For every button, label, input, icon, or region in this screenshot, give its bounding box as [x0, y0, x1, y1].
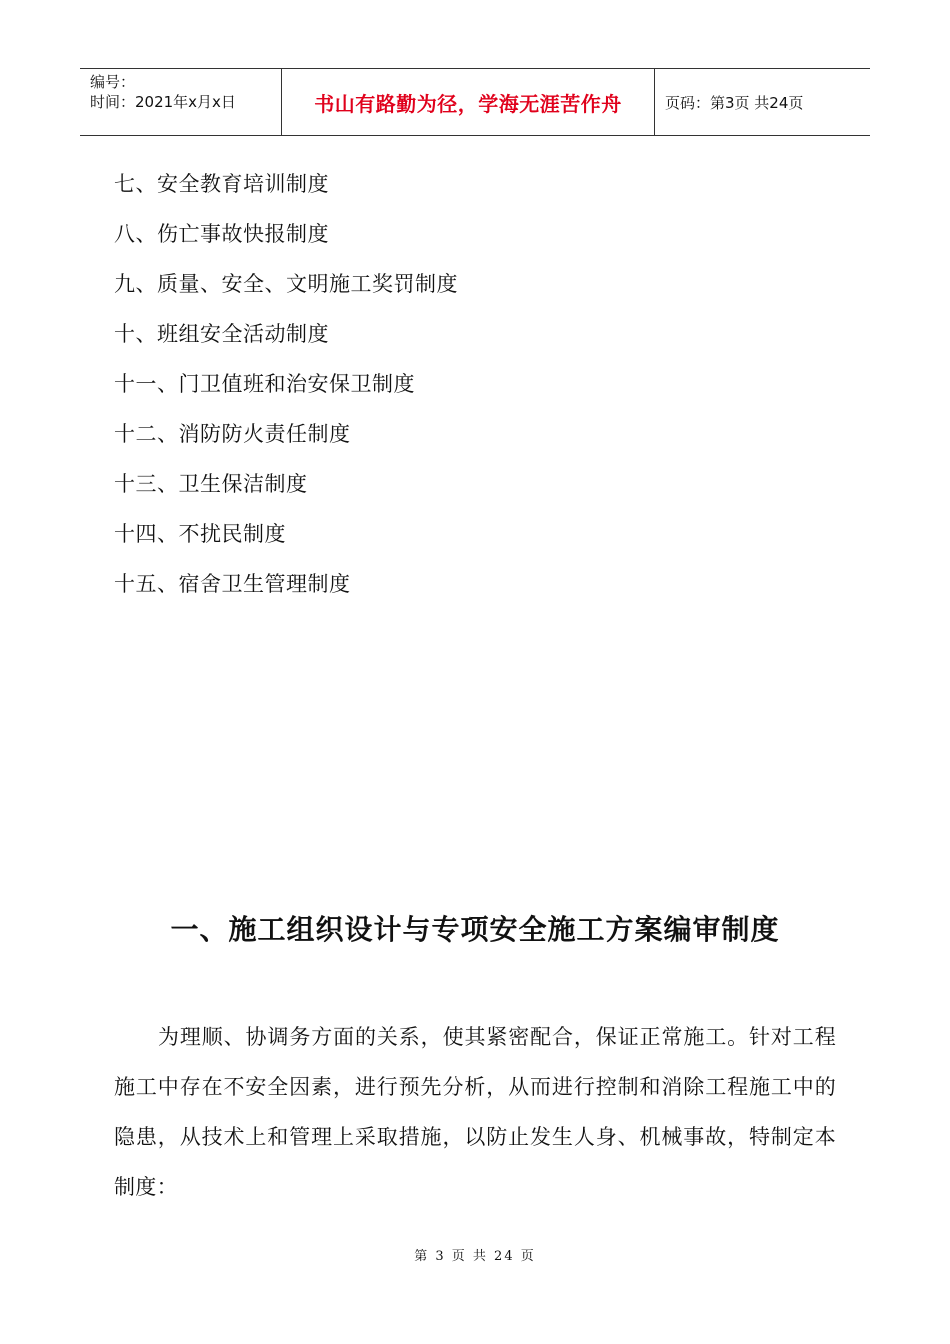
toc-item: 十二、消防防火责任制度 [114, 422, 351, 446]
section-paragraph: 为理顺、协调务方面的关系，使其紧密配合，保证正常施工。针对工程施工中存在不安全因素，进行预先分析，从而进行控制和消除工程施工中的隐患，从技术上和管理上采取措施，以防止发生人身、机械事故，特制定本制度： [114, 1025, 836, 1199]
table-of-contents [114, 168, 458, 618]
document-time-label: 时间：2021年x月x日 [90, 93, 236, 111]
toc-item: 九、质量、安全、文明施工奖罚制度 [114, 272, 458, 296]
toc-item: 十五、宿舍卫生管理制度 [114, 572, 351, 596]
page-footer: 第 3 页 共 24 页 [414, 1249, 536, 1264]
document-number-label: 编号： [90, 73, 136, 91]
page-header [80, 68, 870, 136]
toc-item: 十三、卫生保洁制度 [114, 472, 308, 496]
toc-item: 十四、不扰民制度 [114, 522, 286, 546]
toc-item: 七、安全教育培训制度 [114, 172, 329, 196]
toc-item: 十、班组安全活动制度 [114, 322, 329, 346]
header-motto: 书山有路勤为径，学海无涯苦作舟 [314, 91, 622, 116]
header-motto-cell [282, 69, 655, 135]
toc-item: 十一、门卫值班和治安保卫制度 [114, 372, 415, 396]
header-meta-cell [80, 69, 282, 135]
toc-item: 八、伤亡事故快报制度 [114, 222, 329, 246]
header-page-info: 页码：第3页 共24页 [665, 93, 804, 112]
header-page-info-cell [655, 69, 870, 135]
section-title: 一、施工组织设计与专项安全施工方案编审制度 [170, 913, 780, 946]
